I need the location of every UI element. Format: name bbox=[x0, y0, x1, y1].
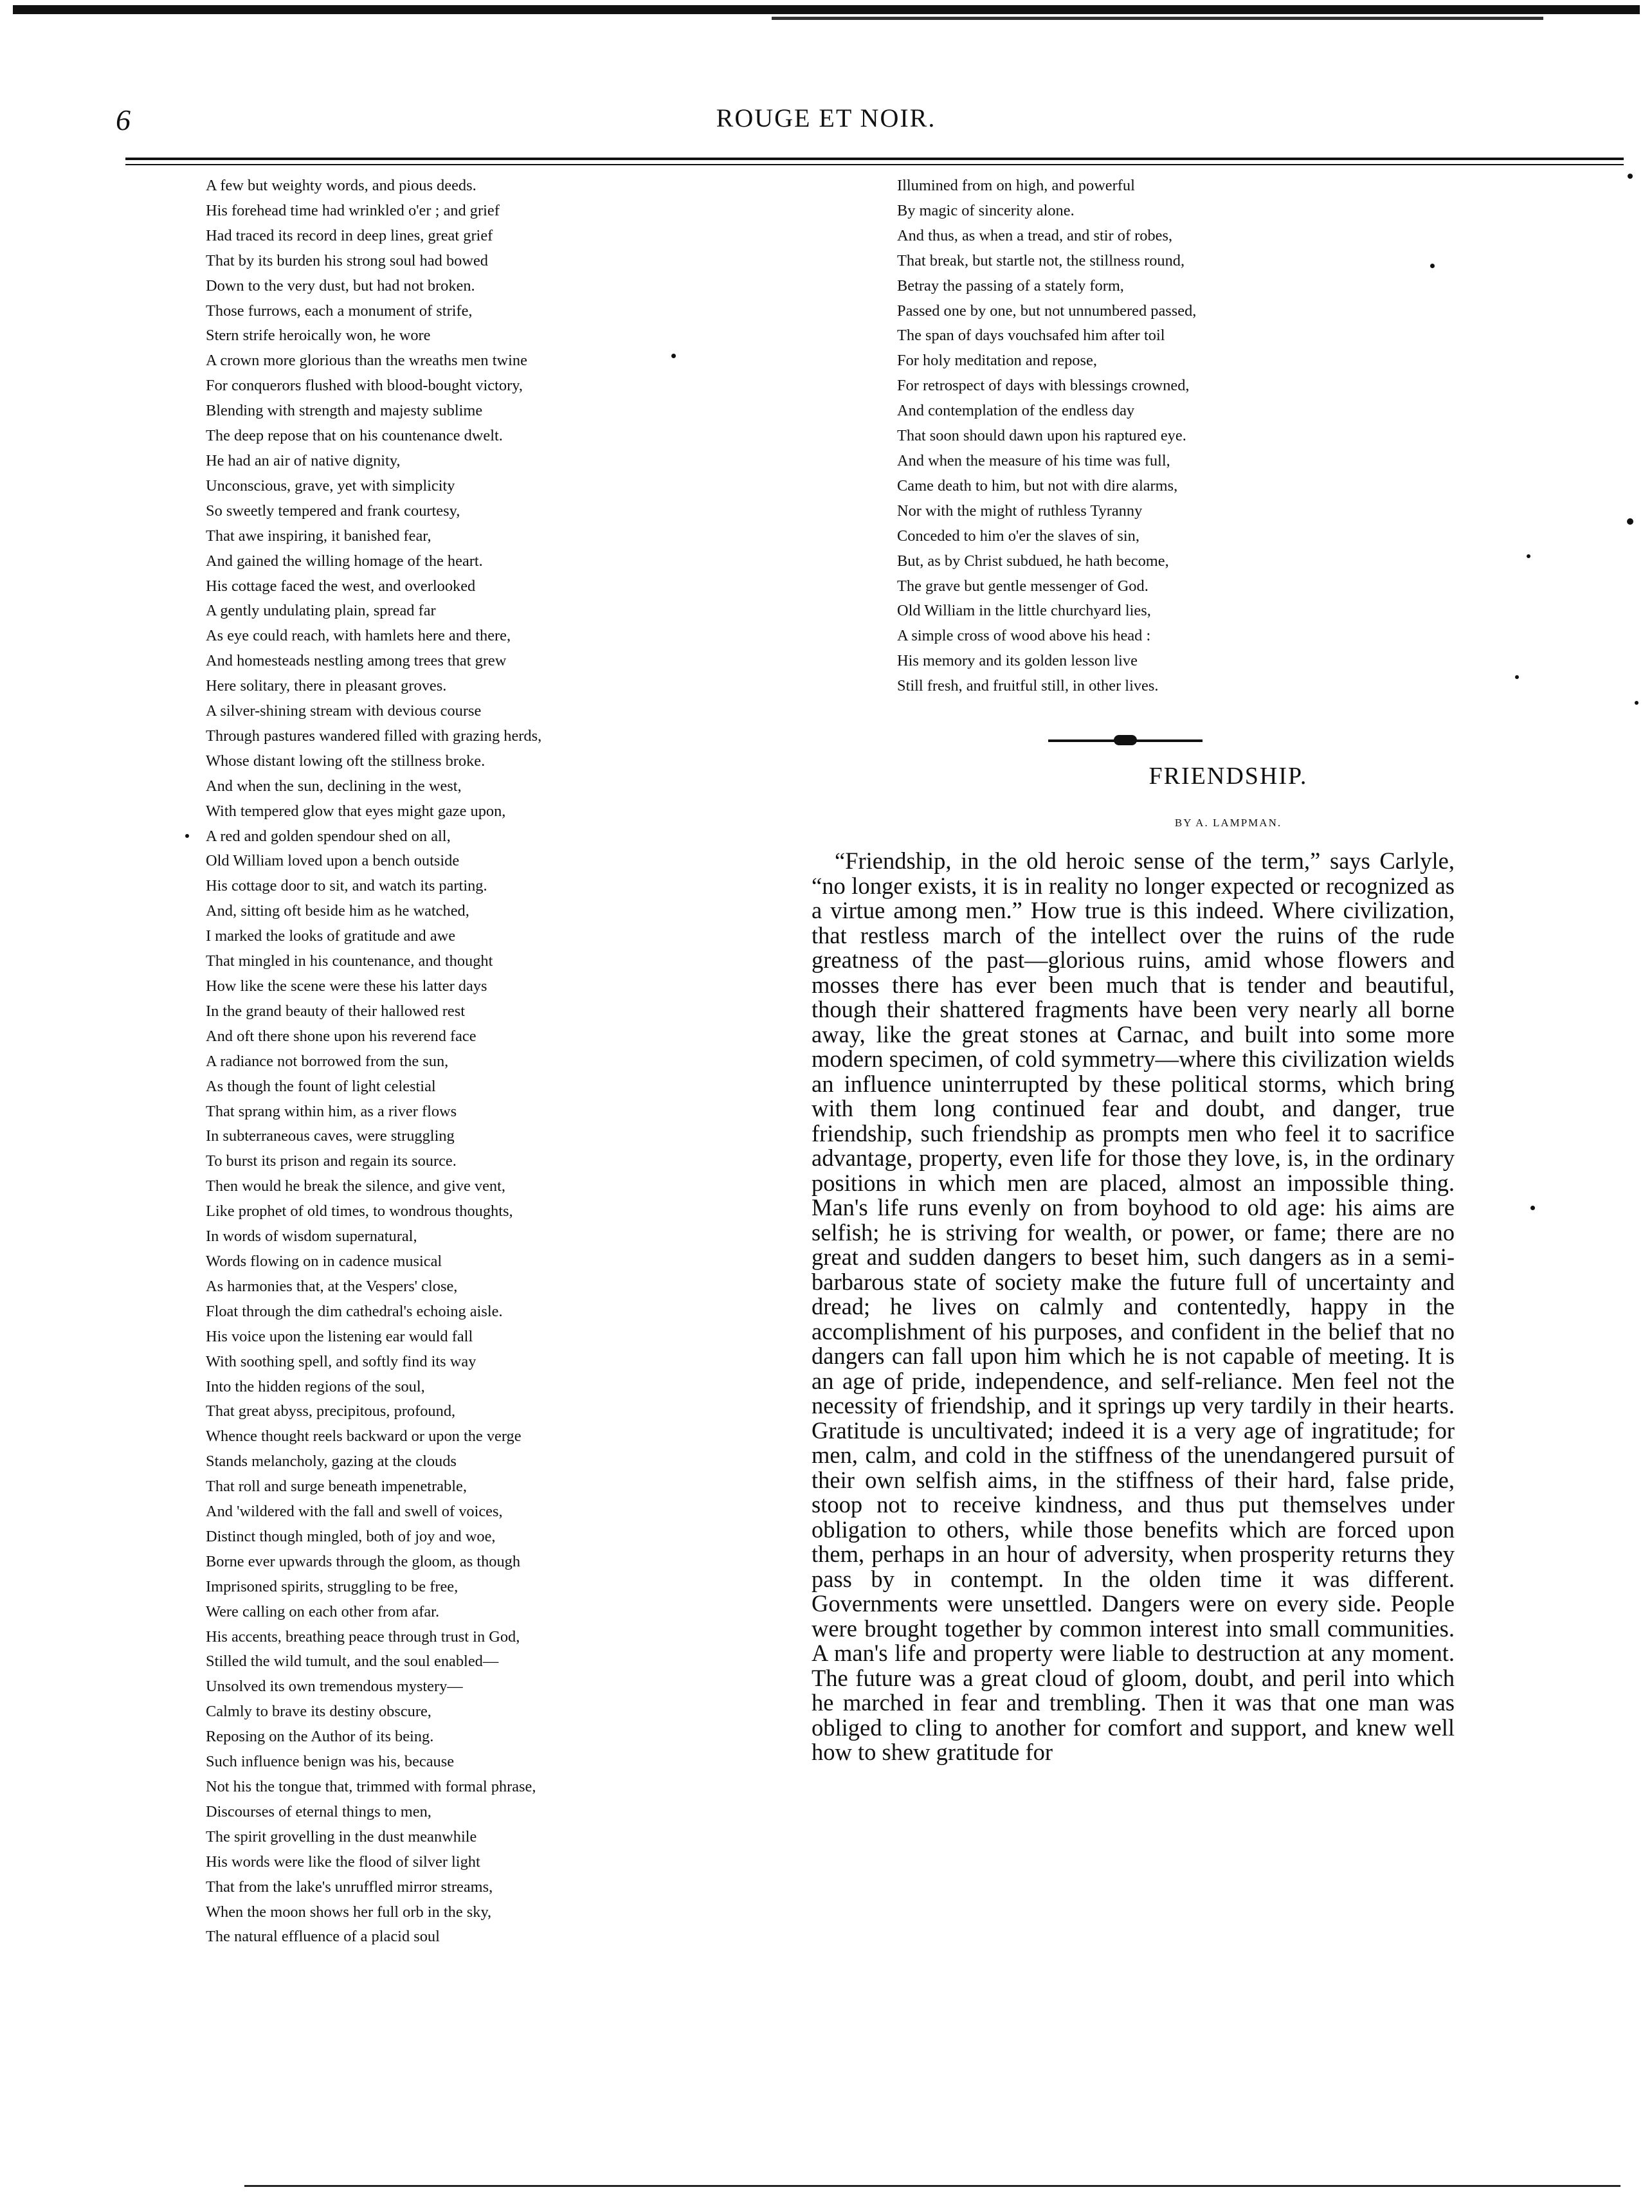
poem-line: Whence thought reels backward or upon the verge bbox=[206, 1428, 522, 1446]
scan-speck bbox=[185, 834, 189, 838]
poem-line: That mingled in his countenance, and thought bbox=[206, 952, 493, 970]
poem-line: Blending with strength and majesty sublime bbox=[206, 402, 483, 420]
poem-line: A gently undulating plain, spread far bbox=[206, 602, 436, 620]
poem-line: That awe inspiring, it banished fear, bbox=[206, 527, 431, 545]
poem-line: With tempered glow that eyes might gaze upon, bbox=[206, 802, 506, 820]
poem-line: And gained the willing homage of the heart. bbox=[206, 552, 483, 570]
scan-speck bbox=[1527, 554, 1530, 558]
poem-line: A few but weighty words, and pious deeds. bbox=[206, 177, 477, 194]
scan-speck bbox=[671, 354, 676, 358]
poem-line: Old William in the little churchyard lies, bbox=[897, 602, 1151, 620]
poem-line: That break, but startle not, the stillness round, bbox=[897, 251, 1185, 269]
poem-line: Stern strife heroically won, he wore bbox=[206, 327, 431, 345]
poem-line: A simple cross of wood above his head : bbox=[897, 627, 1151, 645]
poem-line: In words of wisdom supernatural, bbox=[206, 1228, 417, 1246]
poem-line: Reposing on the Author of its being. bbox=[206, 1728, 434, 1746]
poem-line: So sweetly tempered and frank courtesy, bbox=[206, 502, 460, 520]
poem-line: As eye could reach, with hamlets here and there, bbox=[206, 627, 511, 645]
poem-line: Conceded to him o'er the slaves of sin, bbox=[897, 527, 1139, 545]
article-body bbox=[812, 849, 1455, 2045]
poem-line: The natural effluence of a placid soul bbox=[206, 1928, 440, 1946]
poem-line: That roll and surge beneath impenetrable, bbox=[206, 1478, 467, 1496]
article-paragraph: “Friendship, in the old heroic sense of the term,” says Carlyle, “no longer exists, it is in reality no longer expected or recognized as a virtue among men.” How true is this indeed. Where civilization, that restless march of the intellect over the ruins of the rude greatness of the past—glorious ruins, amid whose flowers and mosses there has ever been much that is tender and beautiful, though their shattered fragments have been very nearly all borne away, like the great stones at Carnac, and built into some more modern specimen, of cold symmetry—where this civilization wields an influence uninterrupted by these political storms, which bring with them long continued fear and doubt, and danger, true friendship, such friendship as prompts men who feel it to sacrifice advantage, property, even life for those they love, is, in the ordinary positions in which men are placed, almost an impossible thing. Man's life runs evenly on from boyhood to old age: his aims are selfish; he is striving for wealth, or power, or fame; there are no great and sudden dangers to beset him, such dangers as in a semi-barbarous state of society make the future full of uncertainty and dread; he lives on calmly and contentedly, happy in the accomplishment of his purposes, and confident in the belief that no dangers can fall upon him which he is not capable of meeting. It is an age of pride, independence, and self-reliance. Men feel not the necessity of friendship, and it springs up very tardily in their hearts. Gratitude is uncultivated; indeed it is a very age of ingratitude; for men, calm, and cold in the stiffness of the unendangered pursuit of their own selfish aims, in the stiffness of their hard, false pride, stoop not to receive kindness, and thus put themselves under obligation to others, while those benefits which are forced upon them, perhaps in an hour of adversity, when prosperity returns they pass by in contempt. In the olden time it was different. Governments were unsettled. Dangers were on every side. People were brought together by common interest into small communities. A man's life and property were liable to destruction at any moment. The future was a great cloud of gloom, doubt, and peril into which he marched in fear and trembling. Then it was that one man was obliged to cling to another for comfort and support, and knew well how to shew gratitude for bbox=[812, 849, 1455, 1765]
poem-line: Here solitary, there in pleasant groves. bbox=[206, 677, 447, 695]
poem-line: That soon should dawn upon his raptured eye. bbox=[897, 427, 1186, 445]
poem-line: That by its burden his strong soul had bowed bbox=[206, 251, 488, 269]
poem-line: Into the hidden regions of the soul, bbox=[206, 1377, 425, 1395]
poem-line: A silver-shining stream with devious course bbox=[206, 702, 482, 720]
poem-line: By magic of sincerity alone. bbox=[897, 201, 1075, 219]
poem-line: Nor with the might of ruthless Tyranny bbox=[897, 502, 1143, 520]
poem-line: Like prophet of old times, to wondrous thoughts, bbox=[206, 1202, 513, 1220]
poem-line: When the moon shows her full orb in the sky, bbox=[206, 1903, 492, 1921]
poem-line: Not his the tongue that, trimmed with formal phrase, bbox=[206, 1778, 536, 1795]
poem-line: And homesteads nestling among trees that grew bbox=[206, 652, 507, 670]
poem-line: In subterraneous caves, were struggling bbox=[206, 1127, 455, 1145]
header-rule-thin bbox=[125, 164, 1624, 165]
poem-line: A crown more glorious than the wreaths men twine bbox=[206, 352, 527, 370]
poem-line: His memory and its golden lesson live bbox=[897, 652, 1138, 670]
poem-line: As though the fount of light celestial bbox=[206, 1077, 436, 1095]
poem-line: A red and golden spendour shed on all, bbox=[206, 827, 451, 845]
poem-line: And, sitting oft beside him as he watched, bbox=[206, 902, 469, 920]
scan-top-border-secondary bbox=[772, 17, 1543, 20]
poem-line: The grave but gentle messenger of God. bbox=[897, 577, 1148, 595]
poem-line: Distinct though mingled, both of joy and woe, bbox=[206, 1527, 496, 1545]
poem-line: Were calling on each other from afar. bbox=[206, 1602, 440, 1620]
poem-line: That sprang within him, as a river flows bbox=[206, 1102, 457, 1120]
poem-line: His words were like the flood of silver light bbox=[206, 1853, 480, 1871]
poem-line: And oft there shone upon his reverend face bbox=[206, 1027, 477, 1045]
poem-line: Came death to him, but not with dire alarms, bbox=[897, 476, 1178, 494]
article-byline: BY A. LAMPMAN. bbox=[1174, 817, 1282, 829]
poem-line: His accents, breathing peace through trust in God, bbox=[206, 1627, 520, 1645]
poem-line: Words flowing on in cadence musical bbox=[206, 1252, 442, 1270]
poem-line: Then would he break the silence, and give vent, bbox=[206, 1177, 505, 1195]
poem-line: His forehead time had wrinkled o'er ; and grief bbox=[206, 201, 500, 219]
poem-line: But, as by Christ subdued, he hath become, bbox=[897, 552, 1169, 570]
poem-line: His voice upon the listening ear would fall bbox=[206, 1327, 473, 1345]
scan-speck bbox=[1627, 518, 1633, 525]
poem-line: Calmly to brave its destiny obscure, bbox=[206, 1703, 431, 1721]
running-title: ROUGE ET NOIR. bbox=[716, 104, 936, 132]
poem-line: Those furrows, each a monument of strife, bbox=[206, 302, 473, 320]
poem-line: For holy meditation and repose, bbox=[897, 352, 1097, 370]
poem-line: For retrospect of days with blessings crowned, bbox=[897, 377, 1190, 395]
scan-speck bbox=[1628, 174, 1633, 179]
poem-column-left bbox=[206, 174, 746, 1981]
poem-line: For conquerors flushed with blood-bought victory, bbox=[206, 377, 523, 395]
page-number: 6 bbox=[116, 104, 131, 136]
poem-line: The span of days vouchsafed him after toil bbox=[897, 327, 1165, 345]
poem-line: To burst its prison and regain its source. bbox=[206, 1152, 457, 1170]
poem-line: The spirit grovelling in the dust meanwhile bbox=[206, 1827, 477, 1845]
poem-line: As harmonies that, at the Vespers' close, bbox=[206, 1277, 458, 1295]
poem-line: Down to the very dust, but had not broken. bbox=[206, 276, 475, 295]
poem-line: Discourses of eternal things to men, bbox=[206, 1802, 431, 1820]
poem-line: Illumined from on high, and powerful bbox=[897, 177, 1135, 194]
poem-line: Stands melancholy, gazing at the clouds bbox=[206, 1453, 457, 1471]
poem-line: Unsolved its own tremendous mystery— bbox=[206, 1678, 463, 1696]
scan-top-border bbox=[13, 5, 1640, 14]
scan-speck bbox=[1430, 264, 1435, 268]
scan-speck bbox=[1515, 675, 1519, 679]
scan-speck bbox=[1530, 1206, 1535, 1210]
poem-line: And thus, as when a tread, and stir of robes, bbox=[897, 226, 1173, 244]
poem-line: Imprisoned spirits, struggling to be free, bbox=[206, 1577, 458, 1595]
poem-line: Float through the dim cathedral's echoing aisle. bbox=[206, 1302, 503, 1320]
poem-line: With soothing spell, and softly find its way bbox=[206, 1352, 477, 1370]
scan-bottom-border bbox=[244, 2185, 1620, 2187]
poem-line: Borne ever upwards through the gloom, as though bbox=[206, 1552, 521, 1570]
scan-speck bbox=[1635, 701, 1638, 705]
poem-line: His cottage door to sit, and watch its parting. bbox=[206, 877, 487, 895]
poem-column-right bbox=[897, 174, 1424, 727]
poem-line: Stilled the wild tumult, and the soul enabled— bbox=[206, 1653, 499, 1671]
poem-line: He had an air of native dignity, bbox=[206, 451, 401, 469]
poem-line: Unconscious, grave, yet with simplicity bbox=[206, 476, 455, 494]
poem-line: Old William loved upon a bench outside bbox=[206, 852, 460, 870]
poem-line: And when the sun, declining in the west, bbox=[206, 777, 462, 795]
poem-line: Whose distant lowing oft the stillness broke. bbox=[206, 752, 486, 770]
poem-line: Passed one by one, but not unnumbered passed, bbox=[897, 302, 1197, 320]
poem-line: And contemplation of the endless day bbox=[897, 402, 1135, 420]
poem-line: His cottage faced the west, and overlooked bbox=[206, 577, 476, 595]
poem-line: Had traced its record in deep lines, great grief bbox=[206, 226, 493, 244]
poem-line: That great abyss, precipitous, profound, bbox=[206, 1402, 456, 1420]
poem-line: And 'wildered with the fall and swell of voices, bbox=[206, 1503, 503, 1521]
poem-line: Betray the passing of a stately form, bbox=[897, 276, 1124, 295]
poem-line: In the grand beauty of their hallowed rest bbox=[206, 1002, 465, 1020]
section-divider-ornament bbox=[1114, 735, 1137, 745]
poem-line: The deep repose that on his countenance dwelt. bbox=[206, 427, 503, 445]
poem-line: How like the scene were these his latter days bbox=[206, 977, 487, 995]
poem-line: I marked the looks of gratitude and awe bbox=[206, 927, 456, 945]
poem-line: A radiance not borrowed from the sun, bbox=[206, 1052, 449, 1070]
header-rule-thick bbox=[125, 158, 1624, 160]
article-title: FRIENDSHIP. bbox=[1148, 763, 1308, 790]
poem-line: Still fresh, and fruitful still, in other lives. bbox=[897, 677, 1159, 695]
poem-line: That from the lake's unruffled mirror streams, bbox=[206, 1878, 493, 1896]
poem-line: Through pastures wandered filled with grazing herds, bbox=[206, 727, 542, 745]
poem-line: And when the measure of his time was full, bbox=[897, 451, 1170, 469]
poem-line: Such influence benign was his, because bbox=[206, 1753, 455, 1771]
